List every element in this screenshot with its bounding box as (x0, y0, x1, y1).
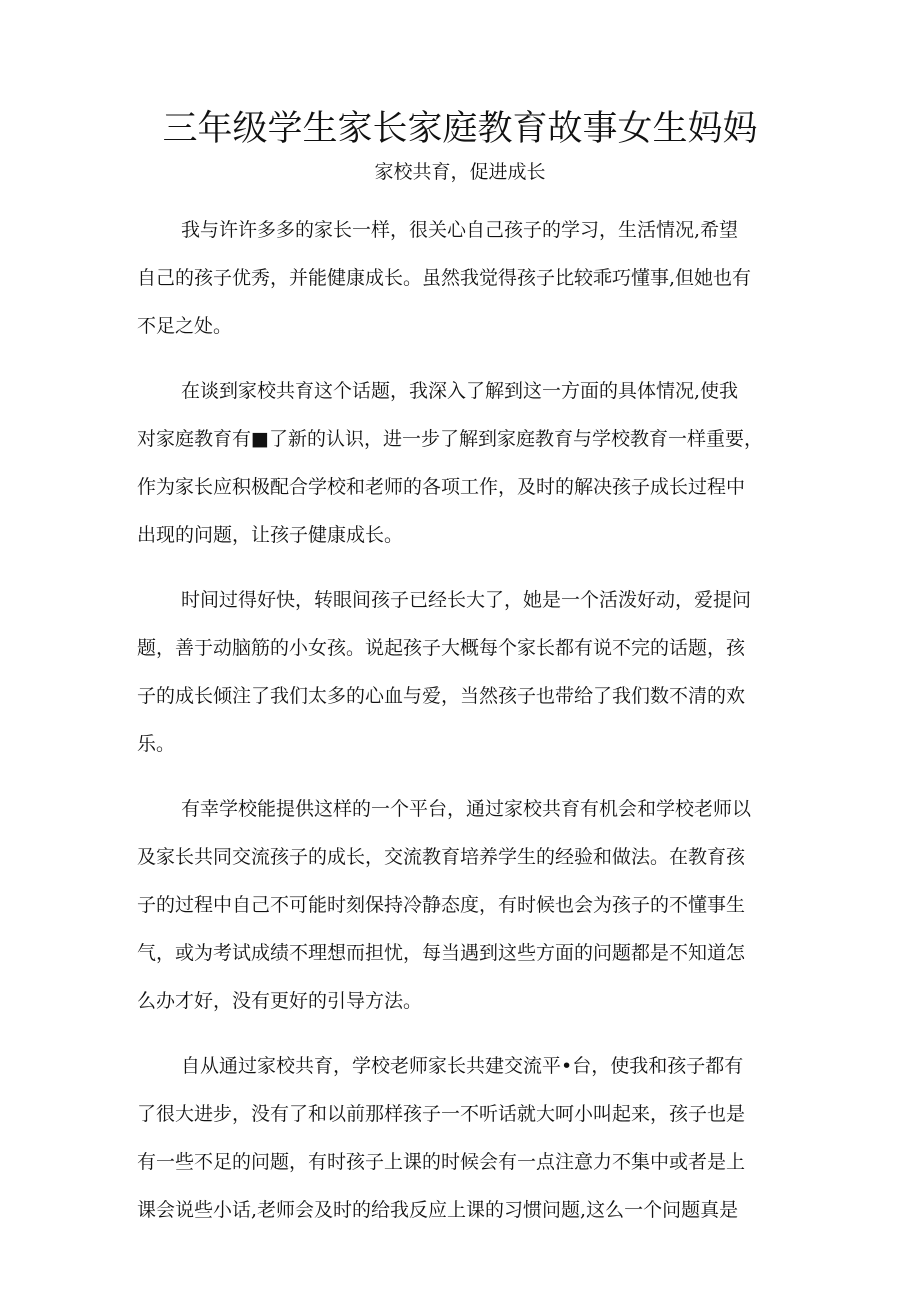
paragraph-line: 有一些不足的问题，有时孩子上课的时候会有一点注意力不集中或者是上 (137, 1151, 746, 1173)
paragraph-line: 出现的问题，让孩子健康成长。 (137, 524, 404, 546)
paragraph-line: 作为家长应积极配合学校和老师的各项工作，及时的解决孩子成长过程中 (137, 476, 746, 498)
paragraph-5 (137, 1042, 789, 1234)
paragraph-line: 自己的孩子优秀，并能健康成长。虽然我觉得孩子比较乖巧懂事,但她也有 (137, 267, 752, 289)
document-subtitle: 家校共育，促进成长 (374, 161, 546, 183)
paragraph-3 (137, 576, 789, 768)
paragraph-line: 么办才好，没有更好的引导方法。 (137, 990, 423, 1012)
paragraph-1 (137, 206, 789, 350)
paragraph-4 (137, 785, 789, 1025)
paragraph-2 (137, 367, 789, 559)
paragraph-line: 我与许许多多的家长一样，很关心自己孩子的学习，生活情况,希望 (181, 219, 739, 241)
paragraph-line: 课会说些小话,老师会及时的给我反应上课的习惯问题,这么一个问题真是 (137, 1199, 739, 1221)
paragraph-line: 有幸学校能提供这样的一个平台，通过家校共育有机会和学校老师以 (181, 798, 752, 820)
paragraph-line: 子的过程中自己不可能时刻保持冷静态度，有时候也会为孩子的不懂事生 (137, 894, 746, 916)
paragraph-line: 子的成长倾注了我们太多的心血与爱，当然孩子也带给了我们数不清的欢 (137, 685, 746, 707)
paragraph-line: 及家长共同交流孩子的成长，交流教育培养学生的经验和做法。在教育孩 (137, 846, 746, 868)
paragraph-line: 了很大进步，没有了和以前那样孩子一不听话就大呵小叫起来，孩子也是 (137, 1103, 746, 1125)
paragraph-line: 自从通过家校共育，学校老师家长共建交流平•台，使我和孩子都有 (181, 1055, 744, 1077)
document-body (137, 206, 789, 1251)
paragraph-line: 乐。 (137, 733, 176, 755)
paragraph-line: 在谈到家校共育这个话题，我深入了解到这一方面的具体情况,使我 (181, 380, 739, 402)
paragraph-line: 不足之处。 (137, 315, 233, 337)
paragraph-line: 时间过得好快，转眼间孩子已经长大了，她是一个活泼好动，爱提问 (181, 589, 752, 611)
paragraph-line: 题，善于动脑筋的小女孩。说起孩子大概每个家长都有说不完的话题，孩 (137, 637, 746, 659)
paragraph-line: 对家庭教育有■了新的认识，进一步了解到家庭教育与学校教育一样重要， (137, 428, 763, 450)
paragraph-line: 气，或为考试成绩不理想而担忧，每当遇到这些方面的问题都是不知道怎 (137, 942, 746, 964)
document-title: 三年级学生家长家庭教育故事女生妈妈 (162, 109, 758, 149)
